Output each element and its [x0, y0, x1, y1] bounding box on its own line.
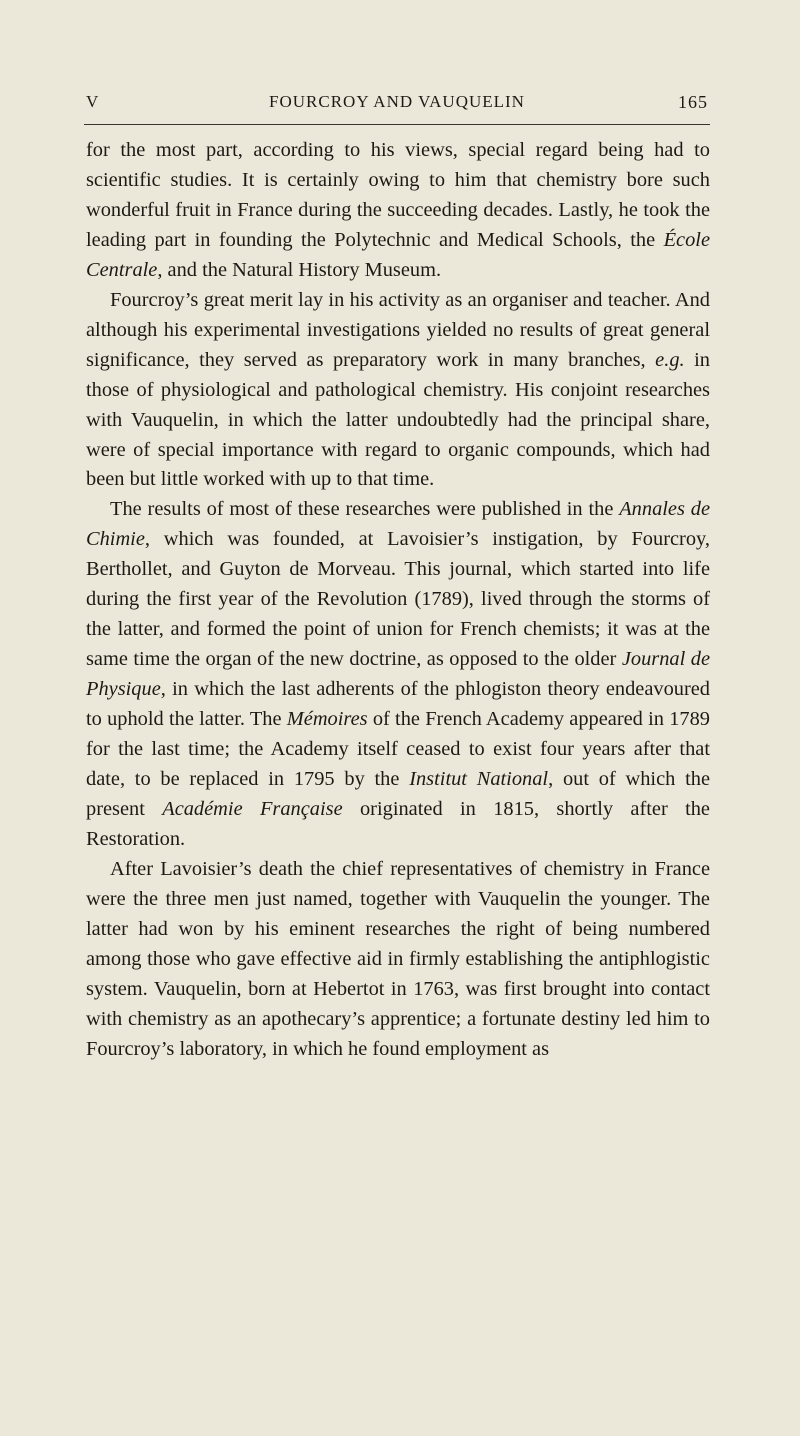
- chapter-number: V: [86, 92, 100, 111]
- paragraph-text: of the French Academy appeared in 1789 for the last time; the Academy itself ceased to exist four years after that date, to be replaced in 1795 by the: [86, 708, 710, 791]
- paragraph-text: , and the Natural History Museum.: [157, 258, 442, 281]
- paragraph-text: , in which the last adherents of the phlogiston theory endeavoured to uphold the latter. The: [86, 678, 710, 731]
- running-head: [86, 92, 708, 118]
- italic-text: e.g.: [655, 348, 685, 371]
- italic-text: Mémoires: [286, 708, 368, 731]
- header-rule: [84, 124, 710, 125]
- paragraph-text: Fourcroy’s great merit lay in his activity as an organiser and teacher. And although his experimental investigations yielded no results of great general significance, they served as preparatory work in many branches,: [86, 288, 710, 371]
- italic-text: Annales de Chimie: [86, 498, 710, 551]
- italic-text: Journal de Physique: [86, 648, 710, 701]
- paragraph-text: After Lavoisier’s death the chief representatives of chemistry in France were the three men just named, together with Vauquelin the younger. The latter had won by his eminent researches the right of being numbered among those who gave effective aid in firmly establishing the antiphlogistic system. Vauquelin, born at Hebertot in 1763, was first brought into contact with chemistry as an apothecary’s apprentice; a fortunate destiny led him to Fourcroy’s laboratory, in which he found employment as: [86, 857, 710, 1060]
- paragraph-text: in those of physiological and pathological chemistry. His conjoint researches with Vauquelin, in which the latter undoubtedly had the principal share, were of special importance with regard to organic compounds, which had been but little worked with up to that time.: [86, 348, 711, 491]
- running-title: FOURCROY AND VAUQUELIN: [269, 92, 525, 111]
- paragraph: [86, 855, 710, 1065]
- paragraph: [86, 495, 710, 854]
- paragraph: [86, 136, 710, 286]
- italic-text: École Centrale: [86, 228, 710, 281]
- paragraph-text: The results of most of these researches were published in the: [110, 498, 620, 521]
- paragraph-text: , out of which the present: [86, 768, 711, 820]
- italic-text: Institut National: [409, 768, 549, 791]
- paragraph-text: , which was founded, at Lavoisier’s instigation, by Fourcroy, Berthollet, and Guyton de Morveau. This journal, which started into life during the first year of the Revolution (1789), lived through the storms of the latter, and formed the point of union for French chemists; it was at the same time the organ of the new doctrine, as opposed to the older: [86, 528, 710, 671]
- body-text: [86, 136, 710, 1065]
- page-number: 165: [678, 92, 708, 112]
- paragraph-text: originated in 1815, shortly after the Restoration.: [86, 797, 710, 850]
- paragraph: [86, 286, 710, 496]
- paragraph-text: for the most part, according to his views, special regard being had to scientific studies. It is certainly owing to him that chemistry bore such wonderful fruit in France during the succeeding decades. Lastly, he took the leading part in founding the Polytechnic and Medical Schools, the: [86, 139, 710, 251]
- italic-text: Académie Française: [162, 797, 343, 820]
